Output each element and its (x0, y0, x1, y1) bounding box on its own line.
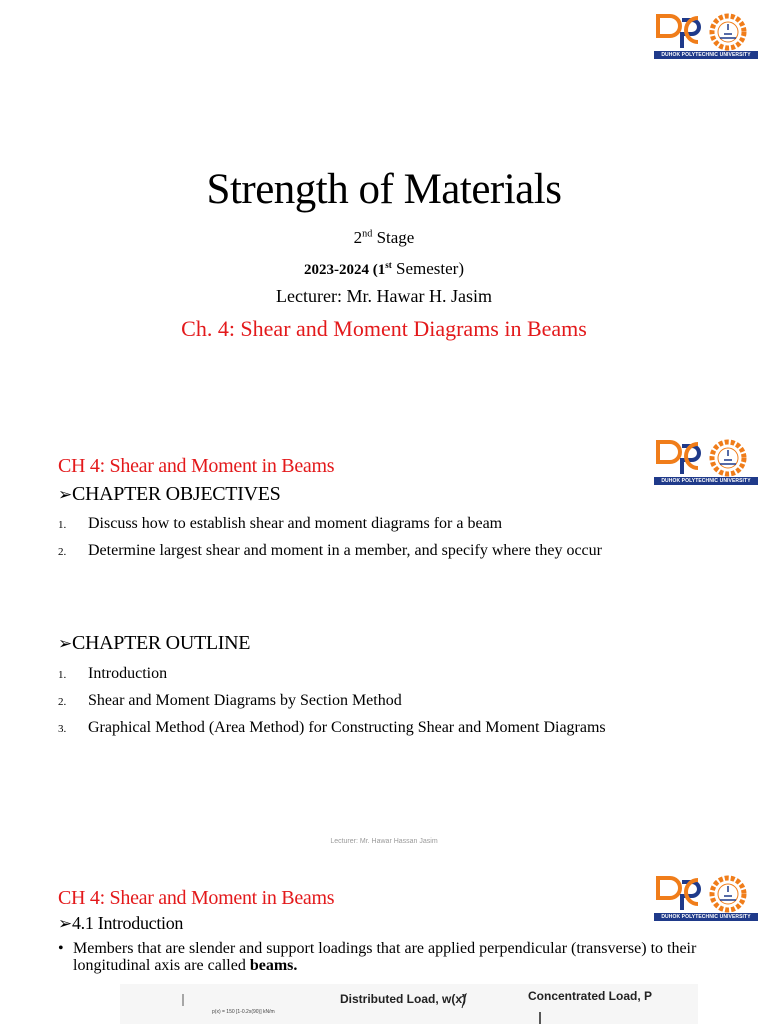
list-item: 3. Graphical Method (Area Method) for Constructing Shear and Moment Diagrams (58, 719, 606, 736)
arrow-bullet-icon: ➢ (58, 485, 72, 505)
slide-heading: CH 4: Shear and Moment in Beams (58, 455, 335, 477)
semester-year: 2023-2024 (1 (304, 262, 386, 278)
arrow-bullet-icon: ➢ (58, 634, 72, 654)
beams-term: beams. (249, 957, 298, 974)
list-item: 1. Introduction (58, 665, 168, 682)
slide-footer: Lecturer: Mr. Hawar Hassan Jasim (330, 838, 438, 845)
university-logo (654, 436, 758, 485)
logo-caption: DUHOK POLYTECHNIC UNIVERSITY (654, 477, 758, 485)
introduction-slide (0, 860, 768, 1024)
semester-superscript: st (385, 260, 392, 270)
beam-loading-figure (120, 984, 698, 1024)
objectives-title: ➢CHAPTER OBJECTIVES (58, 483, 281, 505)
university-logo (654, 10, 758, 59)
stage-label: Stage (372, 228, 415, 247)
university-logo (654, 872, 758, 921)
stage-line (0, 228, 768, 248)
objectives-list (58, 513, 602, 567)
list-item: 2. Determine largest shear and moment in a member, and specify where they occur (58, 542, 602, 559)
beam-definition: • Members that are slender and support loadings that are applied perpendicular (transverse) to their longitudinal axis are called beams. (58, 940, 697, 974)
bullet-dot-icon: • (58, 940, 64, 957)
outline-title: ➢CHAPTER OUTLINE (58, 632, 251, 654)
stage-superscript: nd (362, 228, 373, 240)
objectives-slide (0, 420, 768, 860)
distributed-load-label: Distributed Load, w(x) (340, 992, 466, 1006)
slide-heading: CH 4: Shear and Moment in Beams (58, 887, 335, 909)
logo-caption: DUHOK POLYTECHNIC UNIVERSITY (654, 51, 758, 59)
semester-label: Semester) (391, 259, 464, 278)
load-equation: p(x) = 150 [1-0.2x(90)] kN/m (212, 1009, 275, 1015)
stage-number: 2 (353, 228, 363, 247)
concentrated-load-label: Concentrated Load, P (528, 989, 653, 1003)
title-slide (0, 0, 768, 420)
lecturer-line: Lecturer: Mr. Hawar H. Jasim (276, 286, 492, 306)
logo-caption: DUHOK POLYTECHNIC UNIVERSITY (654, 913, 758, 921)
chapter-title: Ch. 4: Shear and Moment Diagrams in Beams (181, 316, 587, 341)
arrow-bullet-icon: ➢ (58, 914, 72, 934)
presentation-title: Strength of Materials (206, 166, 562, 213)
section-title: ➢4.1 Introduction (58, 913, 184, 934)
list-item: 2. Shear and Moment Diagrams by Section Method (58, 692, 402, 709)
outline-list (58, 663, 606, 744)
semester-line (0, 259, 768, 279)
list-item: 1. Discuss how to establish shear and moment diagrams for a beam (58, 515, 503, 532)
